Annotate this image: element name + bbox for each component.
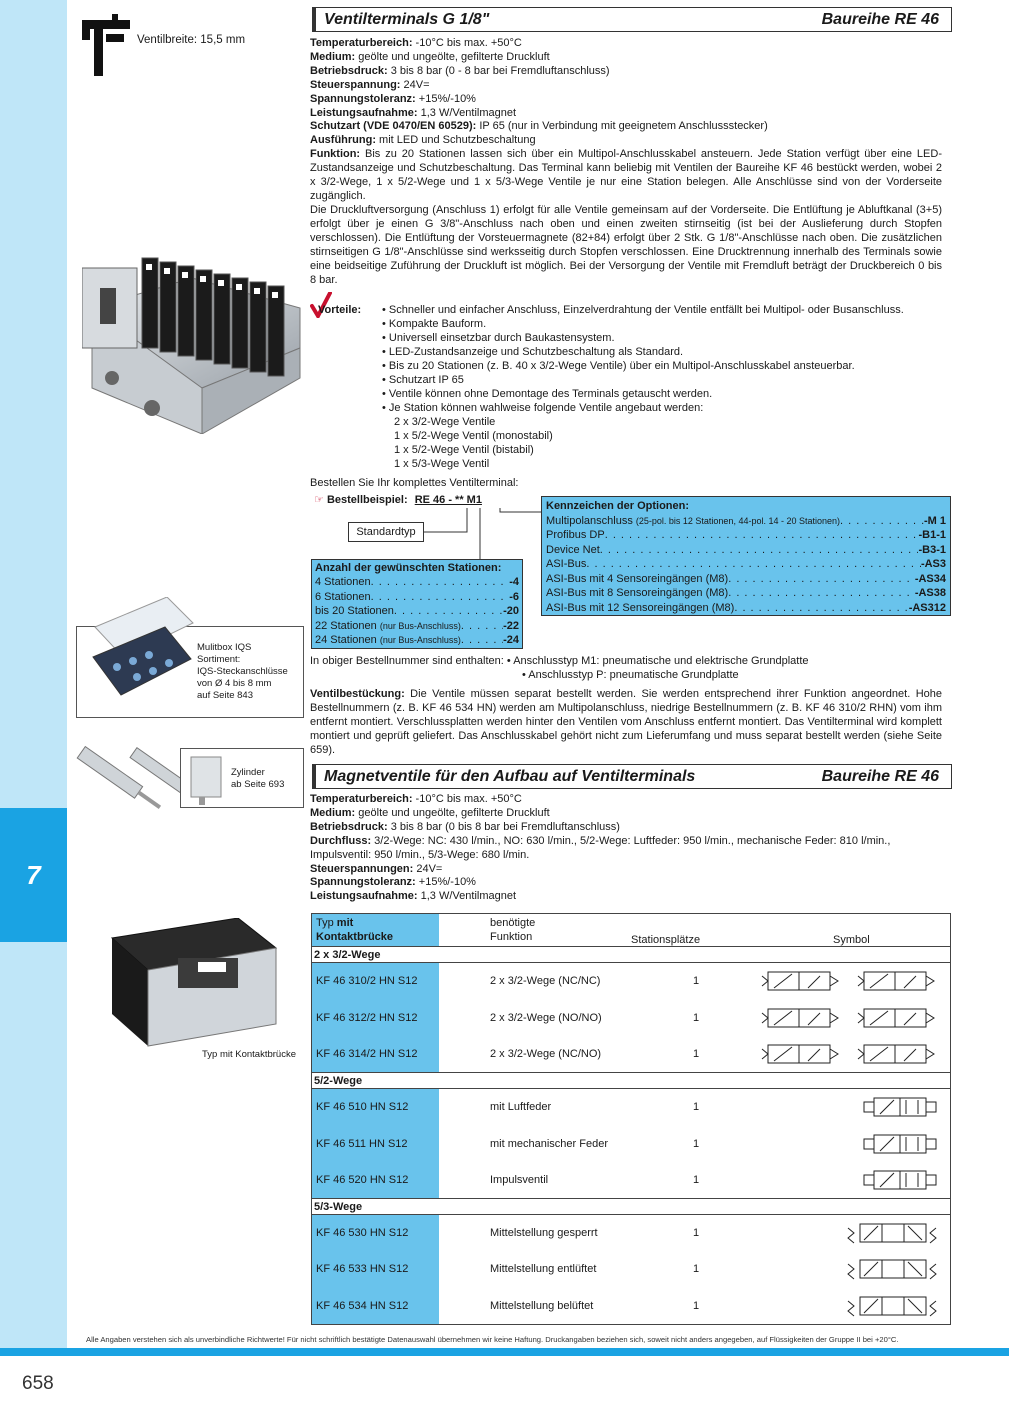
order-title: Bestellen Sie Ihr komplettes Ventilterminal: — [310, 477, 519, 489]
function-paragraph — [310, 148, 942, 204]
option-row-note: (25-pol. bis 12 Stationen, 44-pol. 14 - 20 Stationen) — [635, 515, 841, 526]
station-row — [315, 575, 519, 589]
compact-cylinder-image — [187, 751, 227, 805]
spec-key: Steuerspannungen: — [310, 862, 414, 875]
col-symbol-header: Symbol — [833, 934, 870, 946]
spec-line — [310, 79, 950, 93]
option-row-label — [546, 601, 734, 616]
spec-line — [310, 793, 950, 807]
option-row-label — [546, 543, 600, 558]
valve-5-3-icon — [844, 1218, 940, 1248]
spec-key: Steuerspannung: — [310, 78, 401, 91]
option-row-label — [546, 586, 728, 601]
bottom-rule — [0, 1348, 1009, 1356]
spec-line — [310, 65, 950, 79]
function-cell: Mittelstellung belüftet — [490, 1300, 594, 1313]
advantage-item: • Universell einsetzbar durch Baukastensystem. — [382, 332, 615, 344]
function-cell: Impulsventil — [490, 1173, 549, 1186]
valve-width-label: Ventilbreite: 15,5 mm — [137, 34, 246, 46]
option-row-label-text: Device Net — [546, 543, 600, 556]
leader-dots — [605, 528, 919, 543]
col-function-label-2: Funktion — [490, 931, 533, 943]
advantages-label: Vorteile: — [318, 304, 362, 316]
station-row — [315, 619, 519, 633]
option-row-code: -AS34 — [914, 572, 946, 585]
leader-dots — [394, 604, 503, 618]
spec-line — [310, 51, 950, 65]
spec-key: Leistungsaufnahme: — [310, 890, 418, 903]
valve-5-2-icon — [860, 1129, 940, 1159]
type-cell: KF 46 530 HN S12 — [312, 1215, 439, 1252]
table-row — [312, 1089, 950, 1126]
advantage-subitem: 1 x 5/3-Wege Ventil — [394, 458, 490, 470]
spec-line — [310, 821, 950, 835]
stations-box — [311, 559, 523, 649]
spec-value: 24V= — [413, 862, 443, 875]
advantage-item: • Schutzart IP 65 — [382, 374, 464, 386]
multibox-caption: Mulitbox IQS Sortiment: IQS-Steckanschlüsse von Ø 4 bis 8 mm auf Seite 843 — [197, 642, 288, 701]
valve-5-3-icon — [844, 1254, 940, 1284]
slots-cell: 1 — [693, 1226, 700, 1239]
spec-key: Spannungstoleranz: — [310, 876, 416, 889]
leader-dots — [586, 557, 921, 572]
station-row-code: -22 — [503, 619, 519, 632]
spec-list-terminals — [310, 37, 950, 148]
symbol-cell — [711, 1039, 950, 1069]
station-row-code: -6 — [509, 590, 519, 603]
station-row-code: -4 — [509, 576, 519, 589]
valve-caption: Typ mit Kontaktbrücke — [202, 1049, 296, 1060]
multibox-image — [87, 597, 197, 707]
option-row-code: -B3-1 — [918, 543, 946, 556]
included-item: • Anschlusstyp P: pneumatische Grundplatte — [522, 669, 739, 681]
valve-3-2-double-icon — [760, 1039, 940, 1069]
station-row-label-text: bis 20 Stationen — [315, 605, 394, 618]
option-row — [546, 528, 946, 543]
leader-dots — [461, 619, 503, 633]
type-cell: KF 46 310/2 HN S12 — [312, 963, 439, 1000]
option-row-label — [546, 514, 840, 529]
option-row — [546, 543, 946, 558]
symbol-cell — [711, 1092, 950, 1122]
section-series: Baureihe RE 46 — [821, 767, 939, 785]
section-series: Baureihe RE 46 — [821, 10, 939, 28]
spec-key: Spannungstoleranz: — [310, 92, 416, 105]
spec-line — [310, 134, 950, 148]
spec-value: 1,3 W/Ventilmagnet — [417, 106, 517, 119]
spec-line — [310, 876, 950, 890]
option-row-label — [546, 572, 728, 587]
advantage-subitem: 2 x 3/2-Wege Ventile — [394, 416, 496, 428]
table-row — [312, 1215, 950, 1252]
option-row-code: -AS38 — [914, 587, 946, 599]
leader-dots — [840, 514, 924, 529]
spec-line — [310, 37, 950, 51]
spec-key: Temperaturbereich: — [310, 793, 413, 805]
station-row-label-text: 6 Stationen — [315, 590, 371, 603]
section-title: Magnetventile für den Aufbau auf Ventilterminals — [324, 767, 696, 785]
spec-value: 3/2-Wege: NC: 430 l/min., NO: 630 l/min., 5/2-Wege: Luftfeder: 950 l/min., mechanische Feder: 810 l/min., Impulsventil: 950 l/min., 5/3-Wege: 680 l/min. — [310, 834, 891, 861]
table-row — [312, 1036, 950, 1073]
leader-dots — [371, 590, 510, 604]
symbol-cell — [711, 1129, 950, 1159]
type-cell: KF 46 312/2 HN S12 — [312, 1000, 439, 1037]
standard-type-box: Standardtyp — [348, 522, 424, 542]
caliper-icon — [80, 14, 132, 76]
type-cell: KF 46 533 HN S12 — [312, 1251, 439, 1288]
spec-value: -10°C bis max. +50°C — [412, 37, 522, 49]
spec-line — [310, 120, 950, 134]
table-row — [312, 1288, 950, 1325]
function-cell: Mittelstellung entlüftet — [490, 1263, 597, 1276]
product-table — [311, 913, 951, 1325]
option-row-label-text: Profibus DP — [546, 529, 605, 541]
option-row-code: -B1-1 — [918, 529, 946, 541]
advantage-item: • Schneller und einfacher Anschluss, Einzelverdrahtung der Ventile entfällt bei Multipol- oder Busanschluss. — [382, 304, 904, 316]
col-type-label: Typ — [316, 917, 337, 929]
option-row — [546, 514, 946, 529]
valve-3-2-double-icon — [760, 1003, 940, 1033]
station-row-label-text: 4 Stationen — [315, 576, 371, 589]
function-cell: mit mechanischer Feder — [490, 1137, 608, 1150]
spec-value: 3 bis 8 bar (0 bis 8 bar bei Fremdluftanschluss) — [387, 820, 620, 833]
col-type-label-bold: mit — [336, 917, 354, 929]
spec-value: IP 65 (nur in Verbindung mit geeignetem Anschlussstecker) — [476, 120, 768, 133]
option-row-label — [546, 557, 586, 572]
station-row-label — [315, 633, 461, 647]
station-row — [315, 590, 519, 604]
slots-cell: 1 — [693, 1173, 700, 1186]
type-cell: KF 46 314/2 HN S12 — [312, 1036, 439, 1072]
slots-cell: 1 — [693, 1011, 700, 1024]
type-cell: KF 46 520 HN S12 — [312, 1162, 439, 1198]
option-row — [546, 572, 946, 587]
spec-line — [310, 107, 950, 121]
footer-disclaimer: Alle Angaben verstehen sich als unverbindliche Richtwerte! Für nicht schriftlich bestätigte Datenauswahl übernehmen wir keine Haftung. Druckangaben beziehen sich, soweit nicht anders angegeben, auf Flüssigkeiten der Gruppe II bei +20°C. — [86, 1335, 899, 1344]
spec-key: Temperaturbereich: — [310, 37, 413, 49]
option-row-label — [546, 528, 605, 543]
spec-value: geölte und ungeölte, gefilterte Druckluft — [355, 806, 550, 819]
station-row-note: (nur Bus-Anschluss) — [379, 620, 461, 631]
spec-key: Durchfluss: — [310, 834, 372, 847]
station-row-label — [315, 619, 461, 633]
slots-cell: 1 — [693, 975, 700, 988]
fitting-text: Die Ventile müssen separat bestellt werden. Sie werden entsprechend ihrer Funktion angeordnet. Hohe Bestellnummern (z. B. KF 46 534 HN) werden am Multipolanschluss, niedrige Bestellnummern (z. B. KF 46 310/2 RHN) vom ihm entfernt montiert. Verschlussplatten werden hinter den Ventilen vom Anschluss entfernt montiert. Das Ventilterminal wird komplett montiert und geprüft geliefert. Das Anschlusskabel gehört nicht zum Lieferumfang und muss separat bestellt werden (siehe Seite 659). — [310, 688, 942, 756]
advantages-list — [382, 303, 982, 471]
table-header — [312, 914, 950, 947]
col-function-label: benötigte — [490, 917, 536, 929]
section-header-terminals — [312, 7, 952, 32]
type-cell: KF 46 511 HN S12 — [312, 1125, 439, 1162]
spec-key: Ausführung: — [310, 134, 376, 147]
symbol-cell — [711, 1165, 950, 1195]
slots-cell: 1 — [693, 1047, 700, 1060]
option-row-code: -AS3 — [920, 558, 946, 570]
section-header-valves — [312, 764, 952, 789]
station-row-label-text: 24 Stationen — [315, 634, 380, 647]
valve-5-3-icon — [844, 1291, 940, 1321]
symbol-cell — [711, 1291, 950, 1321]
function-cell: 2 x 3/2-Wege (NC/NC) — [490, 975, 601, 988]
options-title: Kennzeichen der Optionen: — [546, 500, 690, 512]
sidebar-band — [0, 0, 67, 1348]
slots-cell: 1 — [693, 1101, 700, 1114]
valve-3-2-double-icon — [760, 966, 940, 996]
spec-value: 3 bis 8 bar (0 - 8 bar bei Fremdluftanschluss) — [387, 64, 610, 77]
leader-dots — [734, 601, 908, 616]
valve-5-2-icon — [860, 1165, 940, 1195]
spec-value: 1,3 W/Ventilmagnet — [417, 890, 517, 903]
stations-title: Anzahl der gewünschten Stationen: — [315, 562, 502, 574]
spec-value: +15%/-10% — [415, 876, 476, 889]
table-row — [312, 1162, 950, 1199]
slots-cell: 1 — [693, 1137, 700, 1150]
leader-dots — [371, 575, 510, 589]
order-connector-lines — [420, 505, 550, 565]
station-row — [315, 633, 519, 647]
spec-value: -10°C bis max. +50°C — [412, 793, 522, 805]
advantage-item: • Bis zu 20 Stationen (z. B. 40 x 3/2-Wege Ventile) über ein Multipol-Anschlusskabel ansteuerbar. — [382, 360, 855, 372]
page-number: 658 — [22, 1373, 54, 1394]
spec-key: Schutzart (VDE 0470/EN 60529): — [310, 120, 477, 133]
chapter-tab — [0, 808, 67, 942]
advantage-item: • Kompakte Bauform. — [382, 318, 487, 330]
slots-cell: 1 — [693, 1300, 700, 1313]
option-row-label-text: ASI-Bus mit 12 Sensoreingängen (M8) — [546, 601, 735, 614]
fitting-label: Ventilbestückung: — [310, 688, 405, 700]
spec-key: Medium: — [310, 50, 356, 63]
function-text: Bis zu 20 Stationen lassen sich über ein Multipol-Anschlusskabel ansteuern. Jede Station verfügt über eine LED-Zustandsanzeige und Schutzbeschaltung. Das Terminal kann beliebig mit Ventilen der Baureihe KF 46 bestückt werden, wobei 2 x 3/2-Wege, 1 x 5/2-Wege und 1 x 5/3-Wege Ventile je nur eine Station belegen. Alle Anschlüsse sind von der Vorderseite zugänglich. — [310, 148, 942, 202]
table-row — [312, 963, 950, 1000]
supply-paragraph: Die Druckluftversorgung (Anschluss 1) erfolgt für alle Ventile gemeinsam auf der Vorderseite. Die Entlüftung je Abluftkanal (3+5) erfolgt über je einen G 3/8"-Anschluss nach oben und einen zweiten stirnseitig (ist bei der Auslieferung durch Stopfen verschlossen). Die Entlüftung der Vorsteuermagnete (82+84) erfolgt über 2 Stk. G 1/8"-Anschlüsse nach oben. Die zusätzlichen stirnseitigen G 1/8"-Anschlüsse sind werksseitig durch Stopfen verschlossen. Eine Drucktrennung innerhalb des Terminals sowie eine beidseitige Zuführung der Druckluft ist möglich. Bei der Versorgung der Ventile mit Fremdluft beträgt der Druckbereich 0 bis 8 bar. — [310, 204, 942, 286]
option-row-label-text: ASI-Bus mit 4 Sensoreingängen (M8) — [546, 572, 729, 585]
option-row — [546, 557, 946, 572]
station-row-code: -20 — [503, 605, 519, 618]
group-row: 5/3-Wege — [312, 1199, 950, 1215]
valve-5-2-icon — [860, 1092, 940, 1122]
symbol-cell — [711, 966, 950, 996]
included-label: In obiger Bestellnummer sind enthalten: — [310, 655, 504, 667]
group-row: 5/2-Wege — [312, 1073, 950, 1089]
spec-key: Medium: — [310, 806, 356, 819]
spec-value: +15%/-10% — [415, 92, 476, 105]
col-slots-header: Stationsplätze — [631, 934, 701, 946]
spec-key: Betriebsdruck: — [310, 820, 388, 833]
function-cell: 2 x 3/2-Wege (NO/NO) — [490, 1011, 602, 1024]
station-row — [315, 604, 519, 618]
group-row: 2 x 3/2-Wege — [312, 947, 950, 963]
station-row-label-text: 22 Stationen — [315, 619, 380, 632]
function-label: Funktion: — [310, 148, 361, 160]
col-type-header — [312, 914, 439, 946]
option-row-code: -AS312 — [908, 601, 946, 614]
table-row — [312, 1000, 950, 1037]
symbol-cell — [711, 1003, 950, 1033]
valve-terminal-image — [82, 238, 304, 434]
function-cell: Mittelstellung gesperrt — [490, 1226, 598, 1239]
solenoid-valve-image — [108, 918, 278, 1048]
spec-value: geölte und ungeölte, gefilterte Druckluft — [355, 50, 550, 63]
station-row-label — [315, 590, 371, 604]
multibox-caption-box — [76, 626, 304, 718]
spec-list-valves — [310, 793, 950, 904]
option-row — [546, 586, 946, 601]
spec-value: 24V= — [400, 78, 430, 91]
spec-line — [310, 890, 950, 904]
col-type-label-2: Kontaktbrücke — [316, 931, 394, 943]
option-row-label-text: ASI-Bus mit 8 Sensoreingängen (M8) — [546, 587, 729, 599]
leader-dots — [728, 572, 915, 587]
spec-line — [310, 93, 950, 107]
option-row — [546, 601, 946, 616]
symbol-cell — [711, 1218, 950, 1248]
spec-line — [310, 807, 950, 821]
station-row-label — [315, 604, 394, 618]
section-title: Ventilterminals G 1/8" — [324, 10, 490, 28]
options-box — [541, 496, 951, 616]
table-row — [312, 1251, 950, 1288]
advantage-item: • Ventile können ohne Demontage des Terminals getauscht werden. — [382, 388, 713, 400]
spec-key: Betriebsdruck: — [310, 64, 388, 77]
option-row-label-text: ASI-Bus — [546, 558, 587, 570]
cylinder-caption: Zylinder ab Seite 693 — [231, 767, 285, 790]
symbol-cell — [711, 1254, 950, 1284]
spec-line — [310, 835, 950, 863]
type-cell: KF 46 534 HN S12 — [312, 1288, 439, 1325]
option-row-label-text: Multipolanschluss — [546, 514, 636, 527]
leader-dots — [600, 543, 919, 558]
col-function-header — [439, 914, 611, 946]
order-example-label: Bestellbeispiel: — [326, 494, 408, 506]
advantage-subitem: 1 x 5/2-Wege Ventil (bistabil) — [394, 444, 534, 456]
included-item: • Anschlusstyp M1: pneumatische und elektrische Grundplatte — [506, 655, 809, 667]
advantage-item: • LED-Zustandsanzeige und Schutzbeschaltung als Standard. — [382, 346, 684, 358]
type-cell: KF 46 510 HN S12 — [312, 1089, 439, 1126]
order-example-code: RE 46 - ** M1 — [414, 494, 482, 506]
station-row-label — [315, 575, 371, 589]
fitting-paragraph — [310, 688, 942, 758]
leader-dots — [728, 586, 915, 601]
leader-dots — [461, 633, 503, 647]
chapter-number: 7 — [26, 859, 41, 890]
function-cell: mit Luftfeder — [490, 1101, 552, 1114]
station-row-note: (nur Bus-Anschluss) — [379, 635, 461, 646]
spec-key: Leistungsaufnahme: — [310, 106, 418, 119]
spec-value: mit LED und Schutzbeschaltung — [375, 134, 536, 147]
table-row — [312, 1125, 950, 1162]
advantage-subitem: 1 x 5/2-Wege Ventil (monostabil) — [394, 430, 553, 442]
cylinder-caption-box — [180, 748, 304, 808]
option-row-code: -M 1 — [924, 514, 946, 527]
function-cell: 2 x 3/2-Wege (NC/NO) — [490, 1047, 602, 1060]
advantage-item: • Je Station können wahlweise folgende Ventile angebaut werden: — [382, 402, 704, 414]
slots-cell: 1 — [693, 1263, 700, 1276]
pointing-hand-icon: ☞ — [314, 494, 324, 506]
station-row-code: -24 — [503, 634, 519, 647]
spec-line — [310, 863, 950, 877]
included-items — [310, 654, 809, 682]
